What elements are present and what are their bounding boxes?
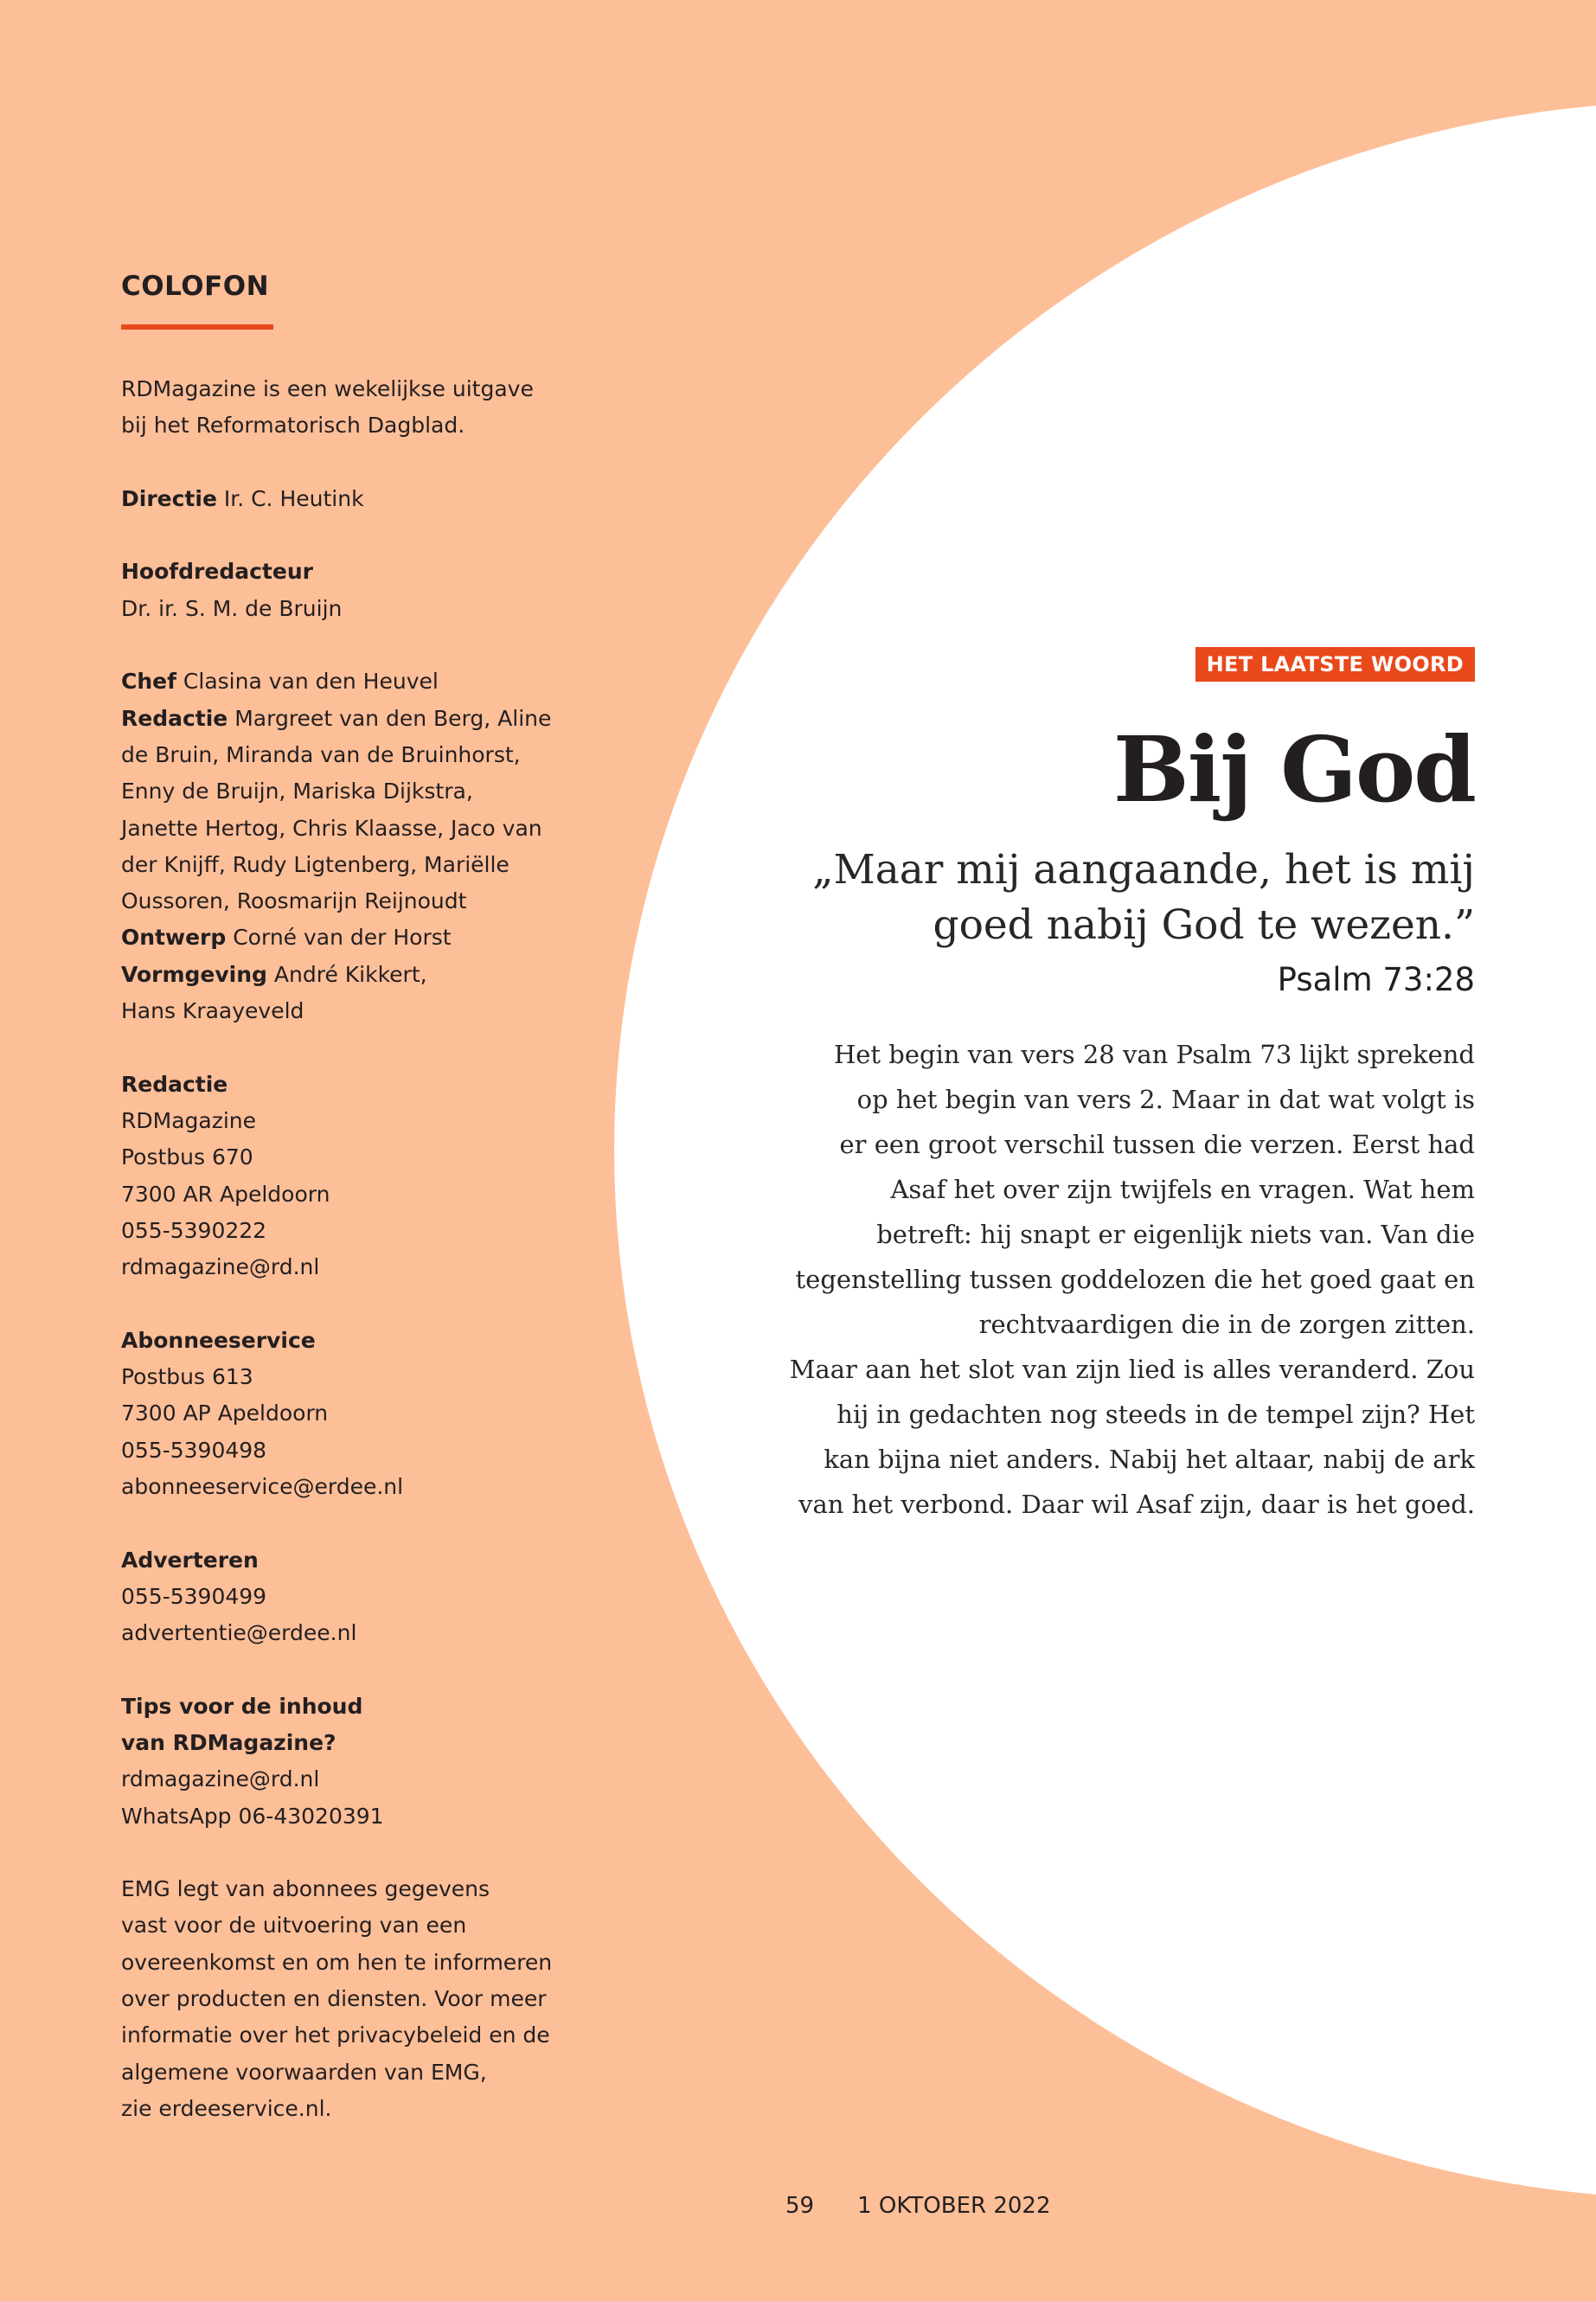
redactie-address-label: Redactie [121,1071,228,1097]
redactie-line: Janette Hertog, Chris Klaasse, Jaco van [121,815,542,841]
article-body [627,1032,1475,1527]
intro-line: bij het Reformatorisch Dagblad. [121,413,465,439]
email-address: rdmagazine@rd.nl [121,1254,320,1280]
hoofdredacteur-block [121,554,536,627]
page-number: 59 [785,2193,815,2219]
redactie-address-block [121,1067,536,1286]
redactie-line: der Knijff, Rudy Ligtenberg, Mariëlle [121,851,510,877]
body-line: op het begin van vers 2. Maar in dat wat volgt is [856,1085,1475,1114]
email-address: abonneeservice@erdee.nl [121,1473,404,1499]
redactie-line: de Bruin, Miranda van de Bruinhorst, [121,741,521,767]
privacy-line: algemene voorwaarden van EMG, [121,2059,487,2085]
privacy-block [121,1871,553,2127]
directie-label: Directie [121,485,217,511]
tips-block [121,1689,536,1835]
redactie-label: Redactie [121,705,228,731]
redactie-line: Oussoren, Roosmarijn Reijnoudt [121,888,467,914]
quote-line: „Maar mij aangaande, het is mij [812,846,1475,894]
privacy-line: overeenkomst en om hen te informeren [121,1949,553,1975]
page-footer [785,2195,1051,2217]
email-address: advertentie@erdee.nl [121,1620,357,1646]
phone-number: 055-5390498 [121,1437,267,1463]
hoofdredacteur-value: Dr. ir. S. M. de Bruijn [121,595,343,621]
hoofdredacteur-label: Hoofdredacteur [121,559,313,585]
privacy-line: informatie over het privacybeleid en de [121,2022,550,2048]
body-line: er een groot verschil tussen die verzen. Eerst had [839,1130,1475,1159]
article-headline: Bij God [1112,716,1475,823]
vormgeving-line: Hans Kraayeveld [121,998,304,1024]
body-line: hij in gedachten nog steeds in de tempel zijn? Het [836,1400,1475,1429]
article [627,647,1475,1527]
chef-label: Chef [121,669,176,695]
bible-quote [627,843,1475,953]
quote-line: goed nabij God te wezen.” [933,901,1475,949]
body-line: rechtvaardigen die in de zorgen zitten. [978,1310,1475,1339]
body-line: Maar aan het slot van zijn lied is alles veranderd. Zou [789,1355,1475,1384]
intro-block [121,371,536,445]
privacy-line: EMG legt van abonnees gegevens [121,1876,490,1902]
address-line: Postbus 613 [121,1364,253,1390]
whatsapp-number: WhatsApp 06-43020391 [121,1803,384,1829]
directie-value: Ir. C. Heutink [216,485,364,511]
phone-number: 055-5390222 [121,1217,267,1243]
privacy-line: over producten en diensten. Voor meer [121,1986,547,2012]
issue-date: 1 OKTOBER 2022 [857,2193,1051,2219]
address-line: 7300 AR Apeldoorn [121,1181,330,1207]
privacy-line: zie erdeeservice.nl. [121,2095,332,2121]
body-line: Het begin van vers 28 van Psalm 73 lijkt sprekend [833,1040,1475,1069]
quote-reference: Psalm 73:28 [1277,961,1475,998]
body-line: kan bijna niet anders. Nabij het altaar, nabij de ark [824,1445,1475,1474]
redactie-line: Enny de Bruijn, Mariska Dijkstra, [121,779,473,804]
directie-block [121,481,536,517]
section-kicker: HET LAATSTE WOORD [1195,647,1475,682]
body-line: van het verbond. Daar wil Asaf zijn, daar is het goed. [798,1490,1475,1519]
address-line: 7300 AP Apeldoorn [121,1400,329,1426]
body-line: tegenstelling tussen goddelozen die het goed gaat en [795,1265,1475,1294]
tips-label: Tips voor de inhoud [121,1693,363,1719]
abonneeservice-block [121,1323,536,1505]
ontwerp-label: Ontwerp [121,925,227,951]
title-underline [121,324,273,330]
phone-number: 055-5390499 [121,1583,267,1609]
privacy-line: vast voor de uitvoering van een [121,1913,467,1939]
chef-value: Clasina van den Heuvel [176,669,439,695]
adverteren-label: Adverteren [121,1547,259,1573]
ontwerp-value: Corné van der Horst [226,925,452,951]
vormgeving-value: André Kikkert, [266,961,427,987]
body-line: Asaf het over zijn twijfels en vragen. Wat hem [890,1175,1475,1204]
staff-block [121,663,552,1029]
abonneeservice-label: Abonneeservice [121,1327,316,1353]
colofon-column [121,268,553,2164]
tips-label: van RDMagazine? [121,1729,337,1755]
adverteren-block [121,1542,536,1652]
vormgeving-label: Vormgeving [121,961,267,987]
colofon-title: COLOFON [121,271,270,302]
intro-line: RDMagazine is een wekelijkse uitgave [121,376,534,401]
address-line: Postbus 670 [121,1144,253,1170]
redactie-line: Margreet van den Berg, Aline [228,705,552,731]
address-line: RDMagazine [121,1107,256,1133]
email-address: rdmagazine@rd.nl [121,1766,320,1792]
body-line: betreft: hij snapt er eigenlijk niets van. Van die [876,1220,1475,1249]
